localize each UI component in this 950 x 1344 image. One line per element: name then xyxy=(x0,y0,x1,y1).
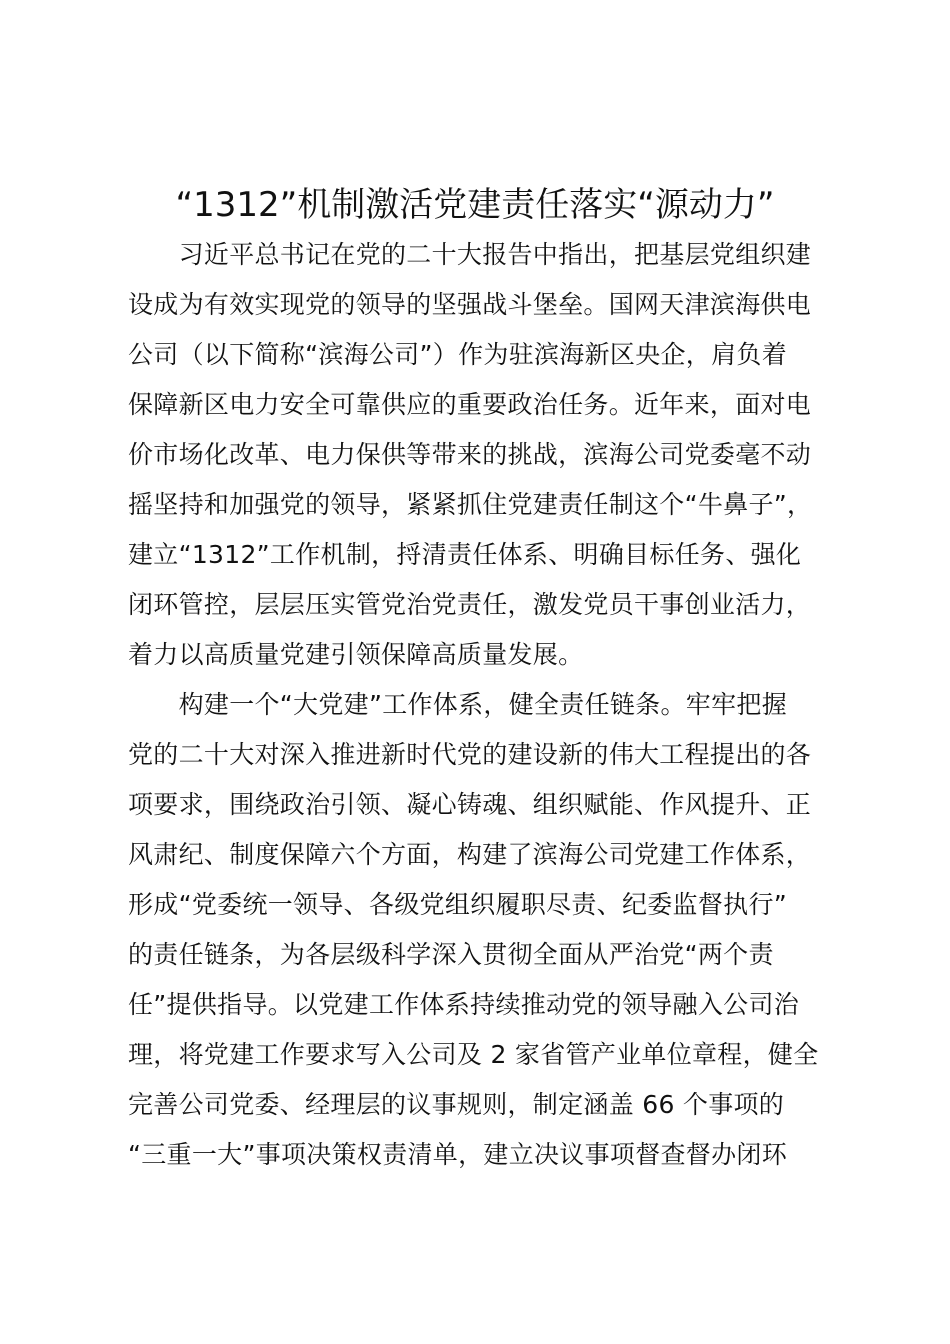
body-line: 保障新区电力安全可靠供应的重要政治任务。近年来，面对电 xyxy=(128,390,812,419)
body-line: 建立“1312”工作机制，捋清责任体系、明确目标任务、强化 xyxy=(128,540,802,569)
document-title: “1312”机制激活党建责任落实“源动力” xyxy=(175,185,775,225)
body-line: 习近平总书记在党的二十大报告中指出，把基层党组织建 xyxy=(128,240,812,269)
body-line: 摇坚持和加强党的领导，紧紧抓住党建责任制这个“牛鼻子”， xyxy=(128,490,813,519)
body-line: 理，将党建工作要求写入公司及 2 家省管产业单位章程，健全 xyxy=(128,1040,819,1069)
body-line: 的责任链条，为各层级科学深入贯彻全面从严治党“两个责 xyxy=(128,940,774,969)
document-body xyxy=(128,230,848,1180)
body-line: 党的二十大对深入推进新时代党的建设新的伟大工程提出的各 xyxy=(128,740,812,769)
body-line: 任”提供指导。以党建工作体系持续推动党的领导融入公司治 xyxy=(128,990,800,1019)
body-line: 完善公司党委、经理层的议事规则，制定涵盖 66 个事项的 xyxy=(128,1090,785,1119)
body-line: 构建一个“大党建”工作体系，健全责任链条。牢牢把握 xyxy=(128,690,788,719)
body-line: 项要求，围绕政治引领、凝心铸魂、组织赋能、作风提升、正 xyxy=(128,790,812,819)
body-line: 闭环管控，层层压实管党治党责任，激发党员干事创业活力， xyxy=(128,590,812,619)
body-line: 公司（以下简称“滨海公司”）作为驻滨海新区央企，肩负着 xyxy=(128,340,788,369)
body-line: 价市场化改革、电力保供等带来的挑战，滨海公司党委毫不动 xyxy=(128,440,812,469)
body-line: 着力以高质量党建引领保障高质量发展。 xyxy=(128,640,584,669)
body-line: “三重一大”事项决策权责清单，建立决议事项督查督办闭环 xyxy=(128,1140,788,1169)
body-line: 设成为有效实现党的领导的坚强战斗堡垒。国网天津滨海供电 xyxy=(128,290,812,319)
body-line: 风肃纪、制度保障六个方面，构建了滨海公司党建工作体系， xyxy=(128,840,812,869)
body-line: 形成“党委统一领导、各级党组织履职尽责、纪委监督执行” xyxy=(128,890,788,919)
